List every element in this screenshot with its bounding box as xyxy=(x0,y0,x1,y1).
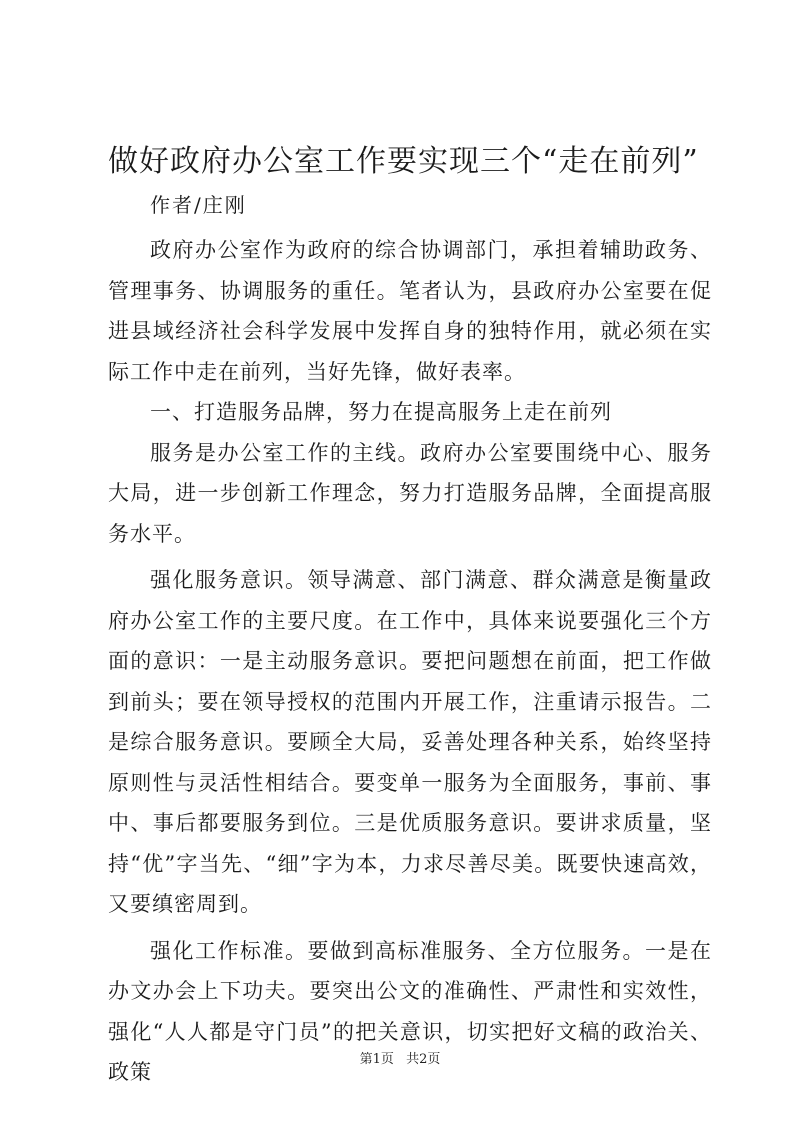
document-title: 做好政府办公室工作要实现三个“走在前列” xyxy=(108,144,699,179)
document-author: 作者/庄刚 xyxy=(150,193,247,217)
paragraph-intro: 政府办公室作为政府的综合协调部门，承担着辅助政务、管理事务、协调服务的重任。笔者认为，县政府办公室要在促进县域经济社会科学发展中发挥自身的独特作用，就必须在实际工作中走在前列，当好先锋，做好表率。 xyxy=(108,238,712,384)
paragraph: 强化工作标准。要做到高标准服务、全方位服务。一是在办文办会上下功夫。要突出公文的准确性、严肃性和实效性，强化“人人都是守门员”的把关意识，切实把好文稿的政治关、政策 xyxy=(108,938,712,1084)
document-body xyxy=(108,230,712,1093)
page-number: 第1页 xyxy=(359,1052,394,1067)
paragraph: 服务是办公室工作的主线。政府办公室要围绕中心、服务大局，进一步创新工作理念，努力打造服务品牌，全面提高服务水平。 xyxy=(108,440,712,546)
section-heading: 一、打造服务品牌，努力在提高服务上走在前列 xyxy=(150,400,612,424)
page-total: 共2页 xyxy=(406,1052,441,1067)
paragraph: 强化服务意识。领导满意、部门满意、群众满意是衡量政府办公室工作的主要尺度。在工作中，具体来说要强化三个方面的意识：一是主动服务意识。要把问题想在前面，把工作做到前头；要在领导授权的范围内开展工作，注重请示报告。二是综合服务意识。要顾全大局，妥善处理各种关系，始终坚持原则性与灵活性相结合。要变单一服务为全面服务，事前、事中、事后都要服务到位。三是优质服务意识。要讲求质量，坚持“优”字当先、“细”字为本，力求尽善尽美。既要快速高效，又要缜密周到。 xyxy=(108,568,712,916)
page-footer xyxy=(0,1048,800,1067)
